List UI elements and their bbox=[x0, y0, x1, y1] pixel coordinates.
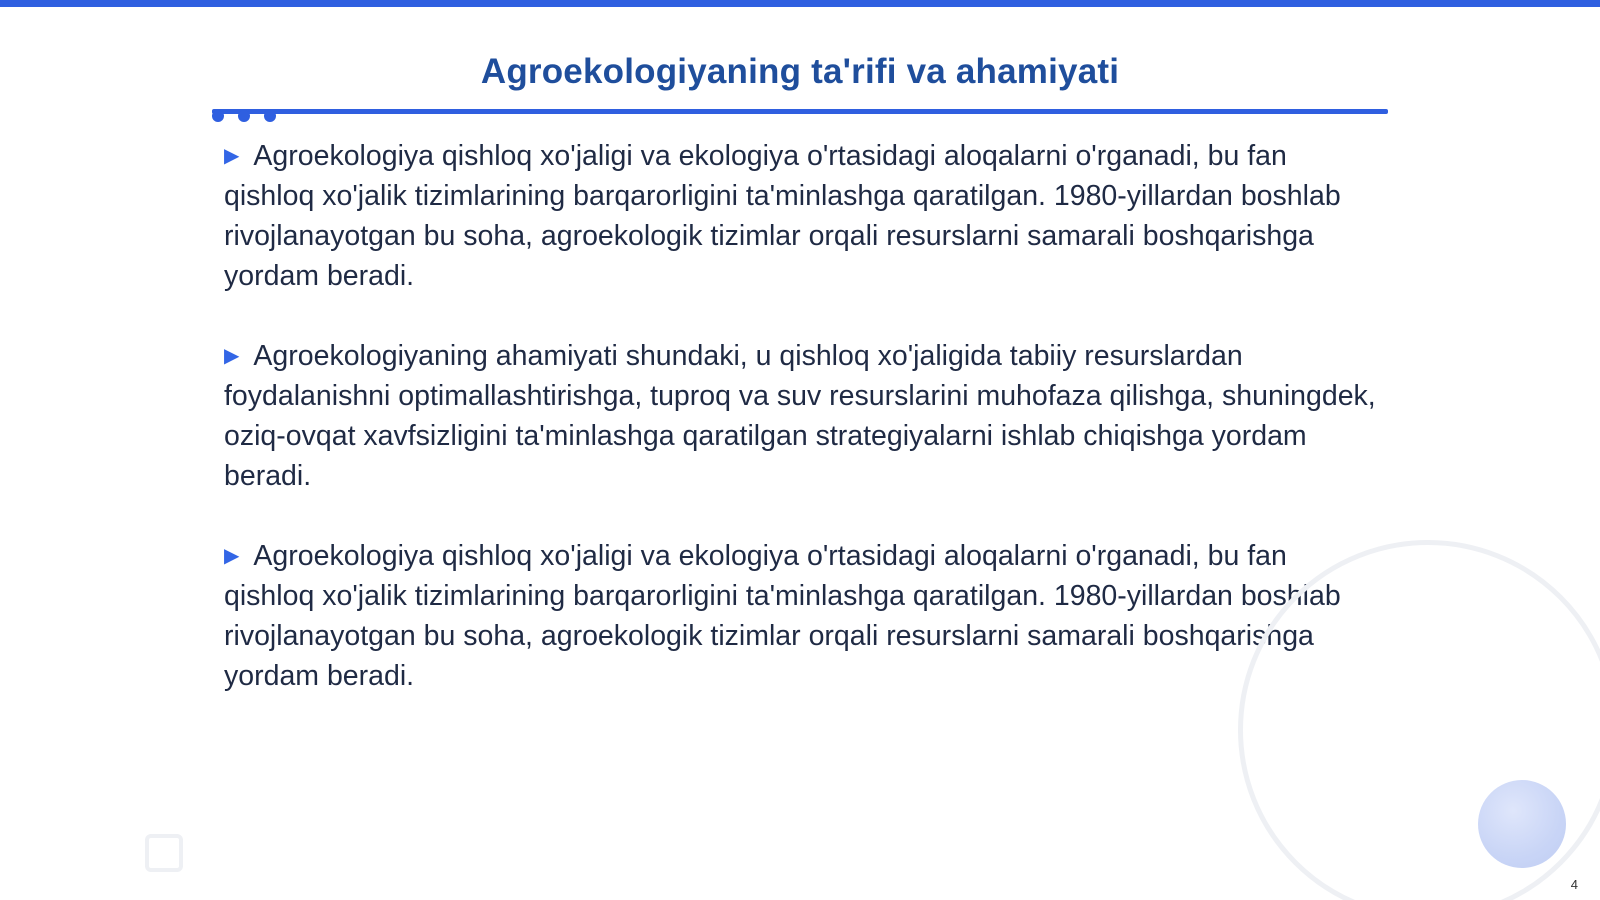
dot-icon bbox=[264, 110, 276, 122]
decorative-dots bbox=[212, 110, 276, 124]
bullet-text: Agroekologiya qishloq xo'jaligi va ekologiya o'rtasidagi aloqalarni o'rganadi, bu fan qishloq xo'jalik tizimlarining barqarorligini ta'minlashga qaratilgan. 1980-yillardan boshlab rivojlanayotgan bu soha, agroekologik tizimlar orqali resurslarni samarali boshqarishga yordam beradi. bbox=[224, 540, 1341, 692]
slide-title: Agroekologiyaning ta'rifi va ahamiyati bbox=[480, 52, 1120, 91]
bullet-item bbox=[224, 136, 1384, 296]
bullet-text: Agroekologiya qishloq xo'jaligi va ekologiya o'rtasidagi aloqalarni o'rganadi, bu fan qishloq xo'jalik tizimlarining barqarorligini ta'minlashga qaratilgan. 1980-yillardan boshlab rivojlanayotgan bu soha, agroekologik tizimlar orqali resurslarni samarali boshqarishga yordam beradi. bbox=[224, 140, 1341, 292]
dot-icon bbox=[212, 110, 224, 122]
decorative-square bbox=[145, 834, 183, 872]
dot-icon bbox=[238, 110, 250, 122]
bullet-text: Agroekologiyaning ahamiyati shundaki, u qishloq xo'jaligida tabiiy resurslardan foydalanishni optimallashtirishga, tuproq va suv resurslarini muhofaza qilishga, shuningdek, oziq-ovqat xavfsizligini ta'minlashga qaratilgan strategiyalarni ishlab chiqishga yordam beradi. bbox=[224, 340, 1376, 492]
triangle-right-icon: ▶ bbox=[224, 545, 240, 567]
title-underline bbox=[212, 109, 1388, 114]
top-accent-bar bbox=[0, 0, 1600, 7]
page-number: 4 bbox=[1570, 877, 1578, 892]
bullet-item bbox=[224, 336, 1384, 496]
decorative-circle bbox=[1478, 780, 1566, 868]
triangle-right-icon: ▶ bbox=[224, 345, 240, 367]
bullet-item bbox=[224, 536, 1384, 696]
bullet-list bbox=[224, 136, 1384, 736]
triangle-right-icon: ▶ bbox=[224, 145, 240, 167]
